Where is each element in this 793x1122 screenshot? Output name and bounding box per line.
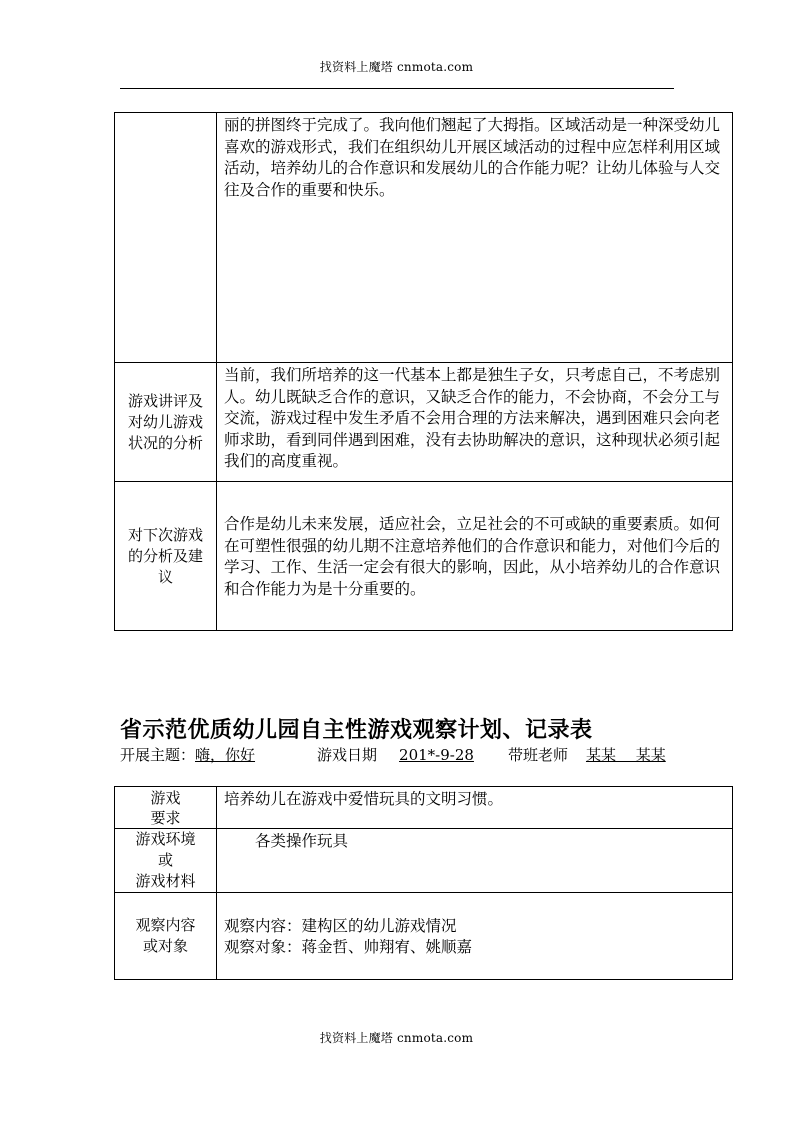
record-meta [120,745,680,766]
table-row [115,482,733,631]
game-requirement-text: 培养幼儿在游戏中爱惜玩具的文明习惯。 [217,787,733,829]
row-label-game-requirement: 游戏 要求 [115,787,217,829]
table-row [115,893,733,980]
game-material-text: 各类操作玩具 [217,829,733,893]
observation-continued-text: 丽的拼图终于完成了。我向他们翘起了大拇指。区域活动是一种深受幼儿喜欢的游戏形式，我们在组织幼儿开展区域活动的过程中应怎样利用区域活动，培养幼儿的合作意识和发展幼儿的合作能力呢？让幼儿体验与人交往及合作的重要和快乐。 [217,113,733,363]
next-suggestion-text: 合作是幼儿未来发展，适应社会，立足社会的不可或缺的重要素质。如何在可塑性很强的幼儿期不注意培养他们的合作意识和能力，对他们今后的学习、工作、生活一定会有很大的影响，因此，从小培养幼儿的合作意识和合作能力为是十分重要的。 [217,482,733,631]
row-label-empty [115,113,217,363]
row-label-game-environment: 游戏环境 或 游戏材料 [115,829,217,893]
page-header: 找资料上魔塔 cnmota.com [319,60,474,74]
date-value: 201*-9-28 [399,746,474,764]
header-rule [120,88,674,89]
theme-value: 嗨，你好 [195,746,256,764]
section-title: 省示范优质幼儿园自主性游戏观察计划、记录表 [120,717,593,743]
page-footer: 找资料上魔塔 cnmota.com [319,1031,474,1045]
game-review-text: 当前，我们所培养的这一代基本上都是独生子女，只考虑自己，不考虑别人。幼儿既缺乏合作的意识，又缺乏合作的能力，不会协商，不会分工与交流，游戏过程中发生矛盾不会用合理的方法来解决，遇到困难只会向老师求助，看到同伴遇到困难，没有去协助解决的意识，这种现状必须引起我们的高度重视。 [217,363,733,482]
row-label-observation-target: 观察内容 或对象 [115,893,217,980]
row-label-next-suggestion: 对下次游戏的分析及建议 [115,482,217,631]
table-row [115,113,733,363]
table-row [115,363,733,482]
theme-label: 开展主题： [120,746,196,764]
teacher-value: 某某 某某 [585,746,666,764]
teacher-label: 带班老师 [507,746,568,764]
observation-plan-table [114,786,733,980]
evaluation-table [114,112,733,631]
observation-target-text: 观察内容：建构区的幼儿游戏情况 观察对象：蒋金哲、帅翔宥、姚顺嘉 [217,893,733,980]
table-row [115,787,733,829]
row-label-game-review: 游戏讲评及对幼儿游戏状况的分析 [115,363,217,482]
table-row [115,829,733,893]
date-label: 游戏日期 [317,746,378,764]
